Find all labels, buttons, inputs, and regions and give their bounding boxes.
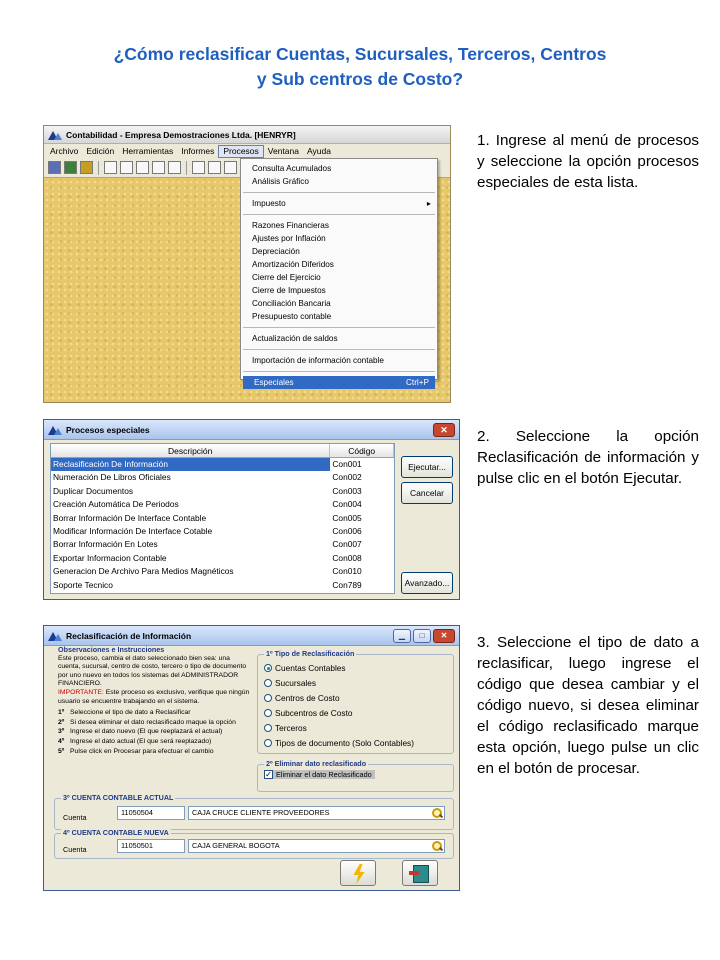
group-legend: 1º Tipo de Reclasificación — [266, 649, 355, 658]
checkbox-indicator: ✓ — [265, 770, 272, 779]
list-row[interactable] — [51, 498, 394, 511]
menu-separator — [243, 327, 435, 328]
menu-item-impuesto[interactable] — [241, 197, 437, 210]
execute-button[interactable]: Ejecutar... — [401, 456, 453, 478]
radio-tipos-documento[interactable] — [264, 738, 414, 748]
radio-indicator — [264, 739, 272, 747]
menu-separator — [243, 192, 435, 193]
step-number: 1º — [58, 709, 65, 717]
process-list — [50, 443, 395, 594]
step-3-text: 3. Seleccione el tipo de dato a reclasificar, luego ingrese el código que desea cambiar y el código nuevo, si desea eliminar el código reclasificado marque esta opción, luego pulse un clic en el botón de procesar. — [477, 634, 699, 777]
cancel-button[interactable]: Cancelar — [401, 482, 453, 504]
radio-sucursales[interactable] — [264, 678, 316, 688]
app-logo-icon — [48, 425, 62, 435]
new-account-code[interactable]: 11050501 — [117, 839, 185, 853]
row-code: Con004 — [332, 499, 362, 510]
row-description: Soporte Tecnico — [53, 579, 113, 590]
menu-item-razones-financieras[interactable]: Razones Financieras — [252, 221, 329, 230]
menu-edicion[interactable]: Edición — [86, 145, 115, 156]
row-code: Con010 — [332, 566, 362, 577]
column-header-descripcion[interactable]: Descripción — [51, 444, 330, 457]
step-text: Pulse click en Procesar para efectuar el cambio — [70, 747, 214, 755]
menu-item-conciliacion-bancaria[interactable]: Conciliación Bancaria — [252, 299, 331, 308]
row-code: Con005 — [332, 512, 362, 523]
search-icon[interactable] — [432, 841, 442, 851]
title-line-2: y Sub centros de Costo? — [256, 69, 464, 89]
instruction-step — [58, 748, 251, 757]
menu-item-presupuesto-contable[interactable]: Presupuesto contable — [252, 312, 332, 321]
row-code: Con006 — [332, 525, 362, 536]
radio-label: Centros de Costo — [275, 693, 340, 703]
advanced-button[interactable]: Avanzado... — [401, 572, 453, 594]
window-controls — [393, 629, 455, 643]
step-number: 5º — [58, 747, 65, 755]
instructions-panel — [58, 646, 251, 794]
redo-icon[interactable] — [168, 161, 181, 174]
window-titlebar — [44, 126, 450, 144]
instruction-step — [58, 728, 251, 737]
search-icon[interactable] — [432, 808, 442, 818]
step-number: 2º — [58, 718, 65, 726]
current-account-group — [54, 793, 454, 830]
menu-separator — [243, 214, 435, 215]
radio-label: Cuentas Contables — [275, 663, 346, 673]
dialog-title: Reclasificación de Información — [66, 630, 192, 641]
new-document-icon[interactable] — [104, 161, 117, 174]
radio-centros-costo[interactable] — [264, 693, 340, 703]
spreadsheet-icon[interactable] — [64, 161, 77, 174]
instructions-body: Este proceso, cambia el dato seleccionado bien sea: una cuenta, sucursal, centro de costo, tercero o tipo de documento por uno nuevo en todos los sistemas del ADMINISTRADOR FINANCIERO. — [58, 654, 247, 688]
menu-ventana[interactable]: Ventana — [267, 145, 299, 156]
menu-item-especiales-label: Especiales — [254, 378, 294, 387]
row-description: Creación Automática De Periodos — [53, 499, 179, 510]
app-logo-icon — [48, 130, 62, 140]
menu-procesos[interactable]: Procesos — [218, 145, 263, 158]
undo-icon[interactable] — [152, 161, 165, 174]
menu-item-especiales[interactable] — [243, 376, 435, 389]
menu-item-cierre-impuestos[interactable]: Cierre de Impuestos — [252, 286, 326, 295]
document-title — [20, 42, 700, 92]
new-account-name: CAJA GENERAL BOGOTA — [188, 839, 445, 853]
instruction-step — [58, 709, 251, 718]
important-label: IMPORTANTE: — [58, 688, 104, 696]
step-number: 3º — [58, 728, 65, 736]
delete-option-group — [257, 759, 454, 792]
account-label: Cuenta — [63, 845, 87, 854]
row-description: Exportar Informacion Contable — [53, 552, 167, 563]
row-description: Reclasificación De Información — [51, 458, 330, 471]
export-icon[interactable] — [80, 161, 93, 174]
radio-indicator — [264, 709, 272, 717]
radio-label: Tipos de documento (Solo Contables) — [275, 738, 414, 748]
instructions-title: Observaciones e Instrucciones — [58, 645, 165, 654]
menu-herramientas[interactable]: Herramientas — [122, 145, 174, 156]
list-row[interactable] — [51, 579, 394, 592]
app-logo-icon — [48, 631, 62, 641]
shortcut-label: Ctrl+P — [406, 378, 429, 387]
radio-indicator — [264, 694, 272, 702]
radio-subcentros-costo[interactable] — [264, 708, 352, 718]
open-folder-icon[interactable] — [120, 161, 133, 174]
lightning-icon — [352, 864, 366, 884]
list-row[interactable] — [51, 471, 394, 484]
copy-icon[interactable] — [208, 161, 221, 174]
menu-item-ajustes-inflacion[interactable]: Ajustes por Inflación — [252, 234, 326, 243]
dialog-titlebar — [44, 420, 459, 440]
list-row[interactable] — [51, 552, 394, 565]
row-description: Generacion De Archivo Para Medios Magnéticos — [53, 566, 234, 577]
radio-label: Terceros — [275, 723, 307, 733]
radio-terceros[interactable] — [264, 723, 307, 733]
menu-item-consulta-acumulados[interactable]: Consulta Acumulados — [252, 164, 332, 173]
row-code: Con789 — [332, 579, 362, 590]
dialog-title: Procesos especiales — [66, 424, 150, 435]
current-account-name: CAJA CRUCE CLIENTE PROVEEDORES — [188, 806, 445, 820]
row-description: Numeración De Libros Oficiales — [53, 472, 171, 483]
menu-item-importacion-informacion[interactable]: Importación de información contable — [252, 356, 384, 365]
list-row[interactable] — [51, 485, 394, 498]
instruction-steps — [58, 709, 251, 756]
exit-button[interactable] — [402, 860, 438, 886]
row-code: Con002 — [332, 472, 362, 483]
radio-label: Subcentros de Costo — [275, 708, 353, 718]
list-row[interactable] — [51, 538, 394, 551]
title-line-1: ¿Cómo reclasificar Cuentas, Sucursales, Terceros, Centros — [113, 44, 607, 64]
step-text: Si desea eliminar el dato reclasificado maque la opción — [70, 718, 236, 726]
step-1-text: 1. Ingrese al menú de procesos y seleccione la opción procesos especiales de esta lista. — [477, 132, 699, 191]
reclassification-type-group — [257, 649, 454, 754]
radio-indicator — [264, 679, 272, 687]
row-code: Con003 — [332, 485, 362, 496]
paste-icon[interactable] — [224, 161, 237, 174]
toolbar-separator — [186, 161, 187, 175]
radio-indicator — [264, 664, 272, 672]
row-code: Con001 — [332, 459, 362, 469]
row-description: Borrar Información En Lotes — [53, 539, 158, 550]
step-text: Seleccione el tipo de dato a Reclasificar — [70, 709, 191, 717]
step-number: 4º — [58, 737, 65, 745]
list-row[interactable] — [51, 458, 394, 471]
menu-item-cierre-ejercicio[interactable]: Cierre del Ejercicio — [252, 273, 321, 282]
menu-bar — [44, 144, 450, 158]
save-icon[interactable] — [136, 161, 149, 174]
maximize-icon[interactable]: □ — [413, 629, 431, 643]
menu-item-amortizacion-diferidos[interactable]: Amortización Diferidos — [252, 260, 334, 269]
close-icon[interactable]: ✕ — [433, 423, 455, 437]
account-label: Cuenta — [63, 813, 87, 822]
radio-indicator — [264, 724, 272, 732]
calculator-icon[interactable] — [48, 161, 61, 174]
group-legend: 4º CUENTA CONTABLE NUEVA — [63, 828, 169, 837]
menu-item-actualizacion-saldos[interactable]: Actualización de saldos — [252, 334, 338, 343]
checkbox-label: Eliminar el dato Reclasificado — [276, 770, 372, 779]
list-header — [51, 444, 394, 458]
radio-label: Sucursales — [275, 678, 317, 688]
process-button[interactable] — [340, 860, 376, 886]
instruction-step — [58, 738, 251, 747]
list-row[interactable] — [51, 525, 394, 538]
row-code: Con007 — [332, 539, 362, 550]
screenshot-reclasificacion — [43, 625, 460, 891]
exit-arrow-icon — [409, 871, 419, 875]
menu-separator — [243, 371, 435, 372]
list-row[interactable] — [51, 512, 394, 525]
delete-checkbox[interactable] — [264, 770, 375, 779]
cut-icon[interactable] — [192, 161, 205, 174]
row-description: Duplicar Documentos — [53, 485, 134, 496]
list-row[interactable] — [51, 565, 394, 578]
step-text: Ingrese el dato actual (El que será reeplazado) — [70, 737, 212, 745]
important-text: Este proceso es exclusivo, verifique que ningún usuario se encuentre trabajando en el sistema. — [58, 688, 250, 705]
current-account-code[interactable]: 11050504 — [117, 806, 185, 820]
row-description: Borrar Información De Interface Contable — [53, 512, 207, 523]
menu-item-impuesto-label: Impuesto — [252, 199, 286, 208]
row-code: Con008 — [332, 552, 362, 563]
screenshot-procesos-menu — [43, 125, 451, 403]
instructions-important — [58, 689, 251, 706]
menu-informes[interactable]: Informes — [181, 145, 215, 156]
radio-cuentas-contables[interactable] — [264, 663, 346, 673]
menu-item-analisis-grafico[interactable]: Análisis Gráfico — [252, 177, 309, 186]
group-legend: 3º CUENTA CONTABLE ACTUAL — [63, 793, 174, 802]
screenshot-procesos-especiales — [43, 419, 460, 600]
menu-separator — [243, 349, 435, 350]
toolbar-separator — [98, 161, 99, 175]
minimize-icon[interactable]: ▁ — [393, 629, 411, 643]
row-description: Modificar Información De Interface Cotable — [53, 525, 213, 536]
step-2-text: 2. Seleccione la opción Reclasificación de información y pulse clic en el botón Ejecutar. — [477, 428, 699, 487]
step-text: Ingrese el dato nuevo (El que reeplazará el actual) — [70, 728, 223, 736]
menu-item-depreciacion[interactable]: Depreciación — [252, 247, 300, 256]
submenu-arrow-icon: ▸ — [426, 199, 431, 208]
group-legend: 2º Eliminar dato reclasificado — [266, 759, 367, 768]
column-header-codigo[interactable]: Código — [330, 444, 394, 457]
window-title: Contabilidad - Empresa Demostraciones Ltda. [HENRYR] — [66, 129, 296, 140]
close-icon[interactable]: ✕ — [433, 629, 455, 643]
menu-archivo[interactable]: Archivo — [50, 145, 79, 156]
menu-ayuda[interactable]: Ayuda — [306, 145, 331, 156]
procesos-dropdown — [240, 158, 438, 387]
new-account-group — [54, 828, 454, 859]
instruction-step — [58, 719, 251, 728]
